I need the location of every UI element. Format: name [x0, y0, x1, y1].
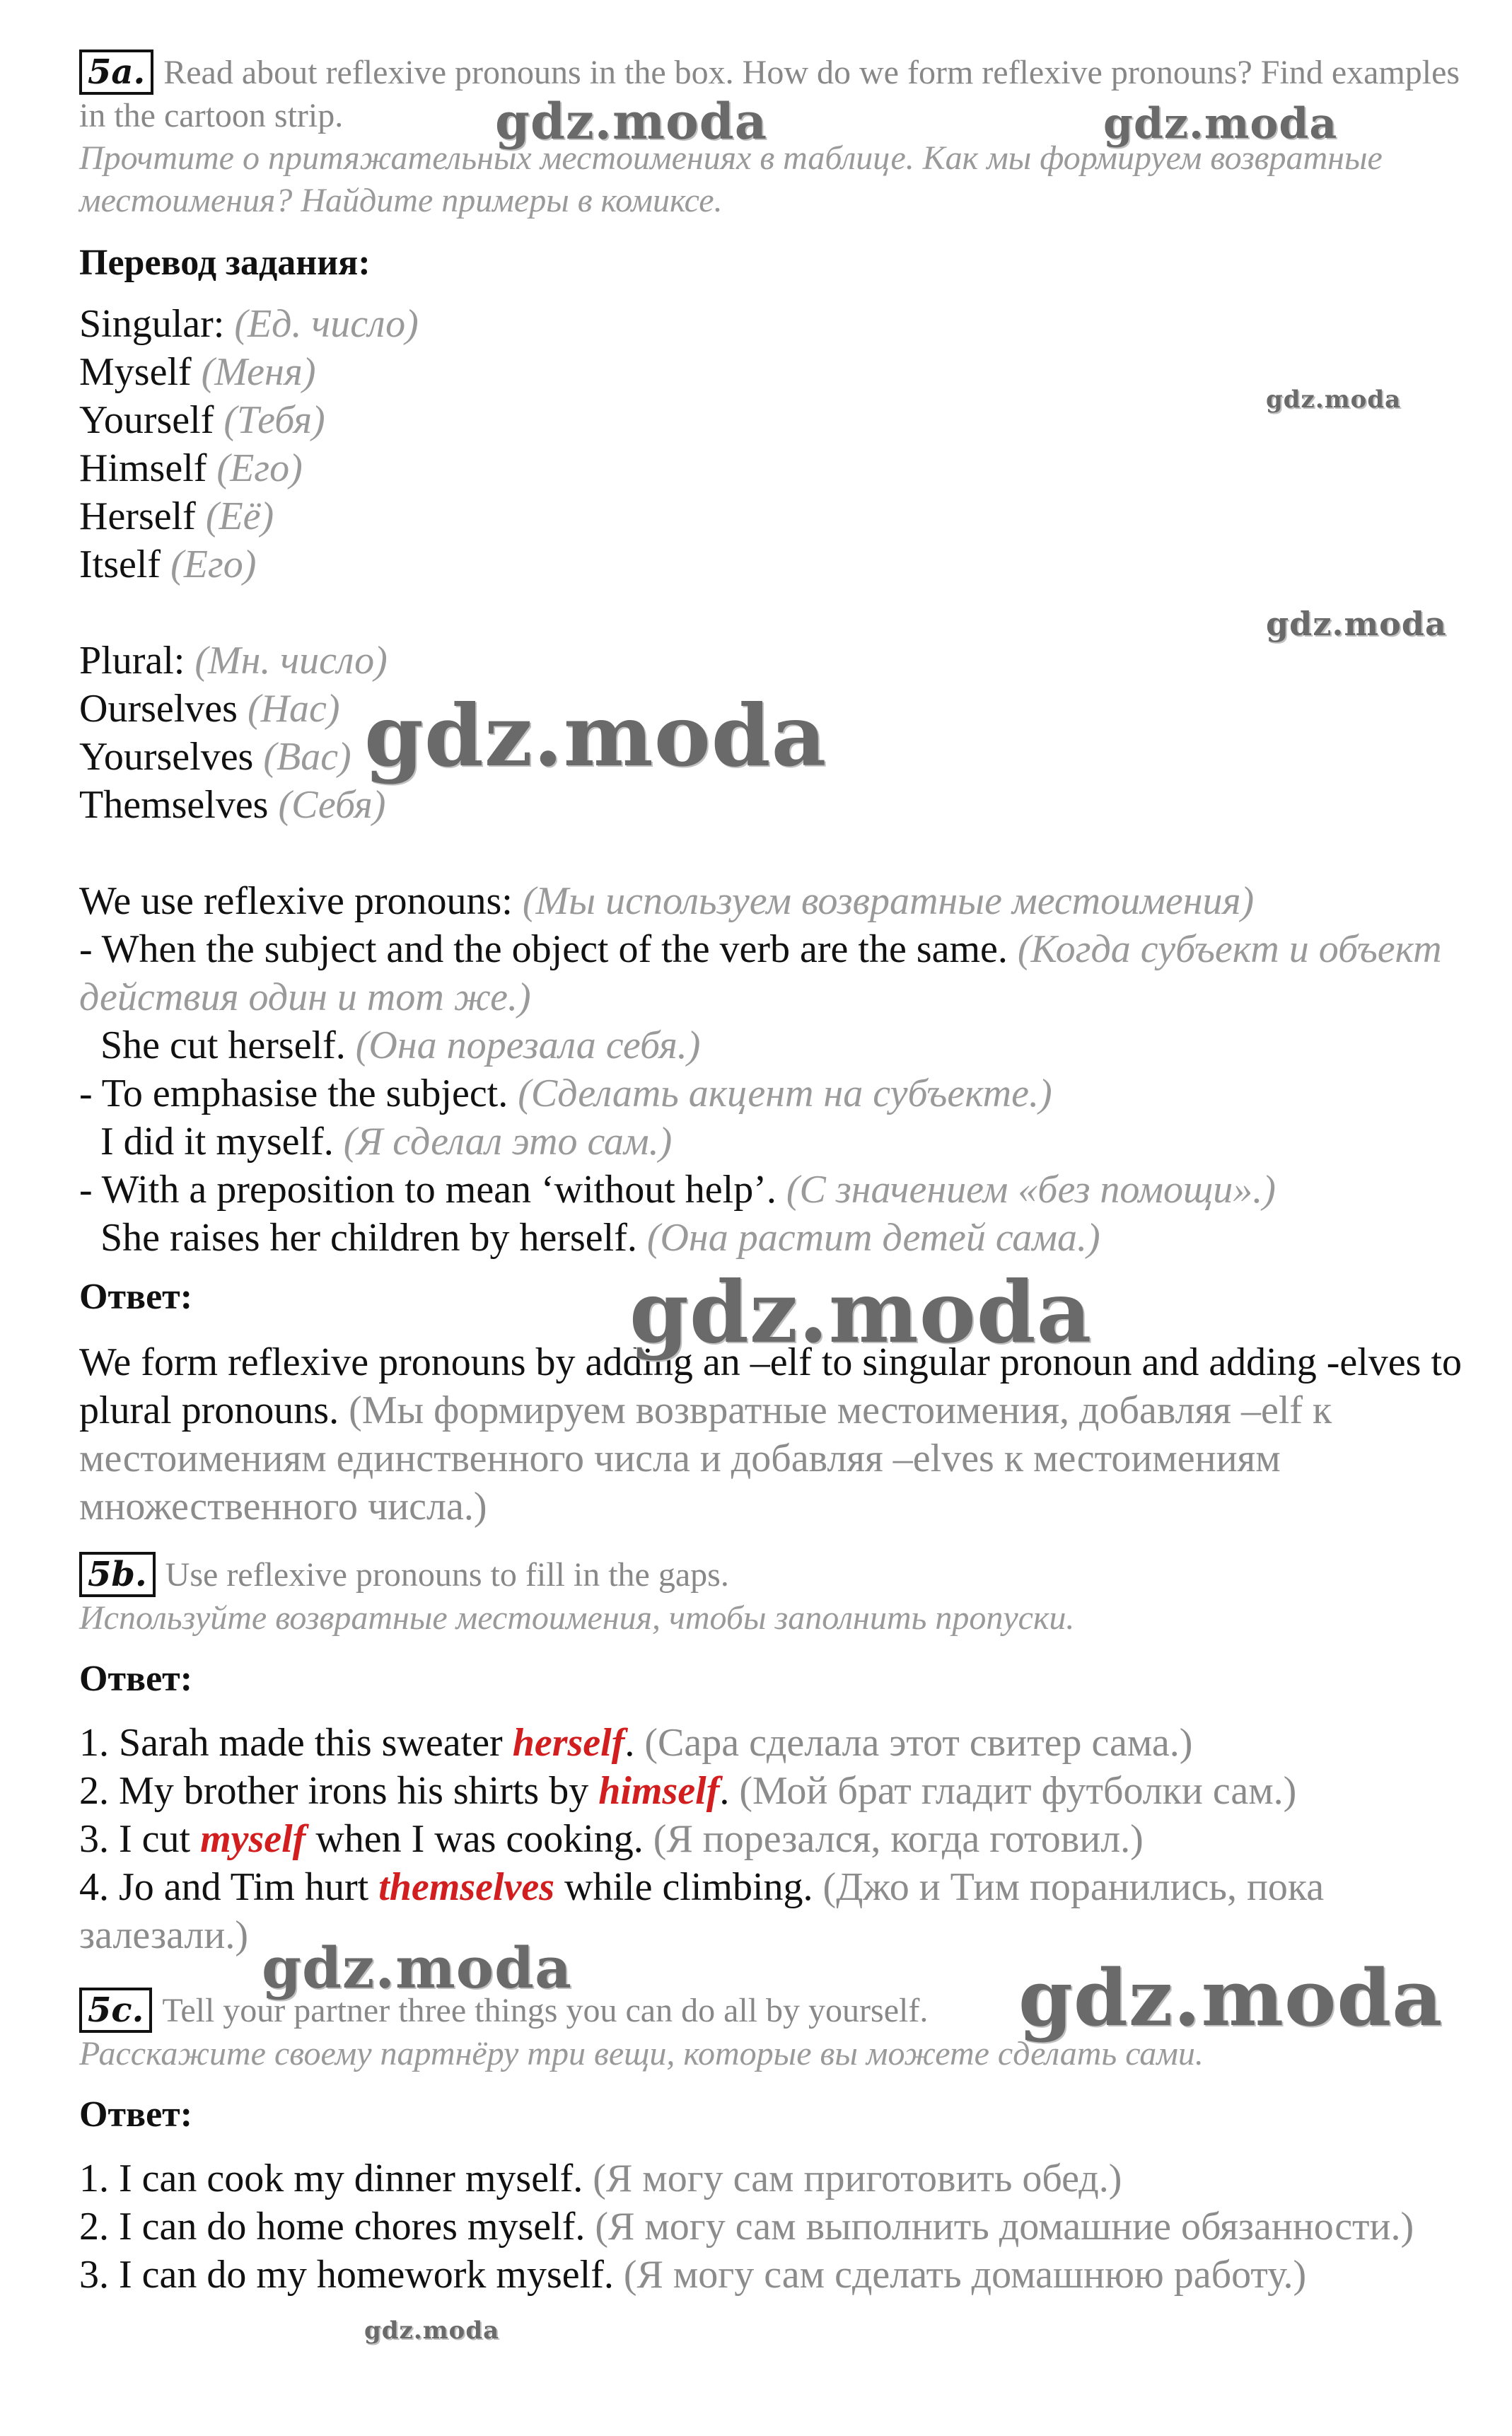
- pronoun-themselves: Themselves (Себя): [79, 783, 386, 827]
- list-item: 2. I can do home chores myself. (Я могу сам выполнить домашние обязанности.): [79, 2205, 1414, 2249]
- usage-rule: - To emphasise the subject. (Сделать акцент на субъекте.): [79, 1072, 1052, 1115]
- list-item: 3. I can do my homework myself. (Я могу сам сделать домашнюю работу.): [79, 2253, 1307, 2297]
- translation-title: Перевод задания:: [79, 243, 371, 283]
- usage-intro: We use reflexive pronouns: (Мы используем возвратные местоимения): [79, 879, 1255, 923]
- task-5a-instruction-ru: Прочтите о притяжательных местоимениях в таблице. Как мы формируем возвратные местоимения? Найдите примеры в комиксе.: [79, 139, 1383, 219]
- task-5a-instruction: 5a. Read about reflexive pronouns in the box. How do we form reflexive pronouns? Find examples in the cartoon strip.: [79, 50, 1465, 137]
- pronoun-itself: Itself (Его): [79, 543, 257, 586]
- pronoun-ourselves: Ourselves (Нас): [79, 687, 340, 731]
- list-item: 3. I cut myself when I was cooking. (Я порезался, когда готовил.): [79, 1817, 1144, 1861]
- usage-rule: - When the subject and the object of the verb are the same. (Когда субъект и объект действия один и тот же.): [79, 927, 1442, 1019]
- watermark: gdz.moda: [629, 1263, 1093, 1362]
- usage-rules: [79, 877, 1465, 1262]
- task-5c-instruction-ru: Расскажите своему партнёру три вещи, которые вы можете сделать сами.: [79, 2035, 1204, 2072]
- watermark: gdz.moda: [495, 92, 768, 151]
- watermark: gdz.moda: [364, 2316, 500, 2345]
- task-5a-answer-title: Ответ:: [79, 1277, 193, 1317]
- watermark: gdz.moda: [1266, 385, 1402, 414]
- task-5c-badge: 5c.: [79, 1988, 152, 2033]
- watermark: gdz.moda: [364, 686, 827, 786]
- usage-example: She cut herself. (Она порезала себя.): [100, 1023, 701, 1067]
- task-5c-answer-title: Ответ:: [79, 2094, 193, 2135]
- singular-label: Singular: (Ед. число): [79, 302, 419, 346]
- list-item: 1. I can cook my dinner myself. (Я могу сам приготовить обед.): [79, 2157, 1122, 2200]
- usage-rule: - With a preposition to mean ‘without help’. (С значением «без помощи».): [79, 1168, 1276, 1212]
- watermark: gdz.moda: [262, 1935, 572, 2001]
- task-5b-answer-title: Ответ:: [79, 1659, 193, 1699]
- task-5a-badge: 5a.: [79, 50, 153, 95]
- list-item: 4. Jo and Tim hurt themselves while climbing. (Джо и Тим поранились, пока залезали.): [79, 1865, 1325, 1957]
- singular-list: [79, 300, 1465, 588]
- list-item: 1. Sarah made this sweater herself. (Сара сделала этот свитер сама.): [79, 1721, 1193, 1765]
- pronoun-yourselves: Yourselves (Вас): [79, 735, 351, 779]
- pronoun-yourself: Yourself (Тебя): [79, 398, 325, 442]
- pronoun-herself: Herself (Её): [79, 494, 274, 538]
- plural-label: Plural: (Мн. число): [79, 639, 388, 683]
- task-5a-answer: We form reflexive pronouns by adding an –elf to singular pronoun and adding -elves to plural pronouns. (Мы формируем возвратные местоимения, добавляя –elf к местоимениям единственного числа и добавляя –elves к местоимениям множественного числа.): [79, 1340, 1462, 1529]
- pronoun-myself: Myself (Меня): [79, 350, 316, 394]
- usage-example: She raises her children by herself. (Она растит детей сама.): [100, 1216, 1100, 1260]
- task-5b-badge: 5b.: [79, 1552, 156, 1597]
- watermark: gdz.moda: [1018, 1952, 1443, 2043]
- watermark: gdz.moda: [1266, 605, 1447, 643]
- pronoun-himself: Himself (Его): [79, 446, 303, 490]
- task-5c-instruction: 5c. Tell your partner three things you can do all by yourself.: [79, 1988, 1465, 2033]
- list-item: 2. My brother irons his shirts by himself. (Мой брат гладит футболки сам.): [79, 1769, 1297, 1813]
- watermark: gdz.moda: [1103, 99, 1338, 149]
- usage-example: I did it myself. (Я сделал это сам.): [100, 1120, 673, 1164]
- task-5b-answers: [79, 1719, 1465, 1959]
- task-5c-answers: [79, 2154, 1465, 2299]
- task-5b-instruction: 5b. Use reflexive pronouns to fill in the gaps.: [79, 1552, 1465, 1597]
- task-5b-instruction-ru: Используйте возвратные местоимения, чтобы заполнить пропуски.: [79, 1599, 1075, 1637]
